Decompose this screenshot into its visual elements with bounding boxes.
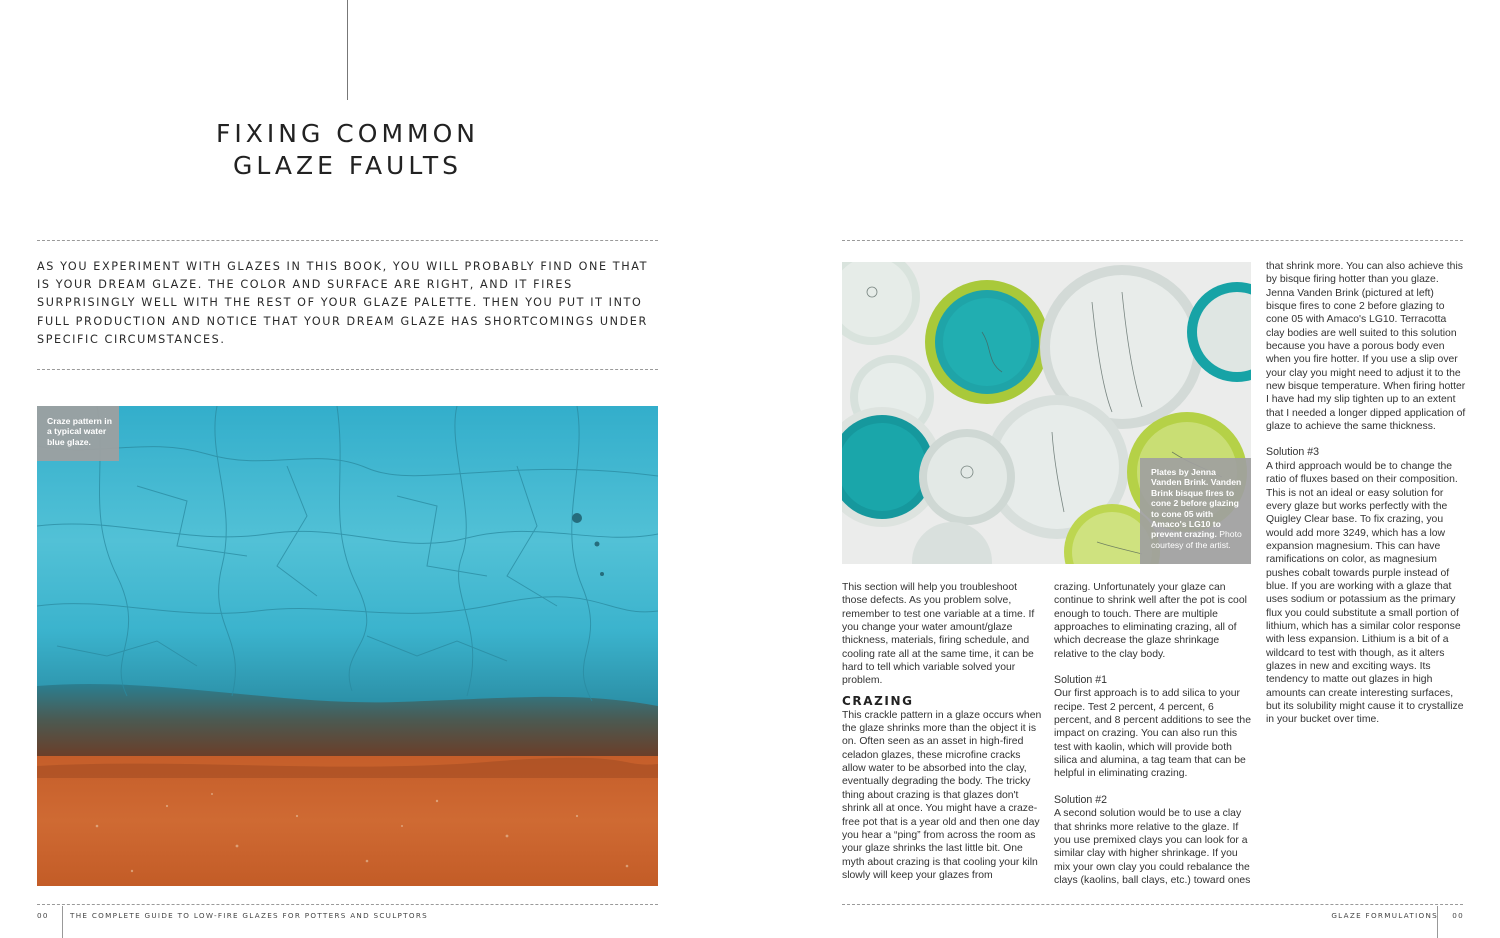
craze-photo-caption: Craze pattern in a typical water blue glaze. [37, 406, 119, 461]
chapter-title-line-1: FIXING COMMON [216, 119, 479, 148]
chapter-title-line-2: GLAZE FAULTS [233, 151, 462, 180]
solution-2-text-cont: that shrink more. You can also achieve this by bisque firing hotter than you glaze. Jenna Vanden Brink (pictured at left) bisque fires to cone 2 before glazing to cone 05 with Amaco's LG10. Terracotta clay bodies are well suited to this solution because you have a porous body even when you fire hotter. If you use a slip over your clay you might need to adjust it to the new bisque temperature. When firing hotter I have had my slip tighten up to an extent that I needed a longer dipped application of glaze to achieve the same thickness. [1266, 261, 1466, 433]
body-paragraph-crazing: This crackle pattern in a glaze occurs when the glaze shrinks more than the object it is on. Often seen as an asset in high-fired celadon glazes, these microfine cracks allow water to be absorbed into the clay, eventually degrading the body. The tricky thing about crazing is that glazes don't shrink all at once. You might have a craze-free pot that is a year old and then one day you hear a “ping” from across the room as your glaze shrinks the last little bit. One myth about crazing is that cooling your kiln slowly will keep your glazes from [842, 709, 1042, 881]
plates-photo-caption [1140, 458, 1251, 564]
running-head-left: THE COMPLETE GUIDE TO LOW-FIRE GLAZES FOR POTTERS AND SCULPTORS [70, 911, 428, 920]
craze-glaze-photo [37, 406, 658, 886]
solution-2-text: A second solution would be to use a clay that shrinks more relative to the glaze. If you use premixed clays you can look for a similar clay with higher shrinkage. If you mix your own clay you could rebalance the clays (kaolins, ball clays, etc.) toward ones [1054, 808, 1251, 886]
plates-caption-credit: Photo courtesy of the artist. [1151, 529, 1242, 550]
solution-2-heading: Solution #2 [1054, 793, 1108, 806]
rule-right-footer [842, 904, 1463, 905]
solution-1-heading: Solution #1 [1054, 674, 1108, 687]
intro-paragraph: AS YOU EXPERIMENT WITH GLAZES IN THIS BOOK, YOU WILL PROBABLY FIND ONE THAT IS YOUR DREAM GLAZE. THE COLOR AND SURFACE ARE RIGHT, AND IT FIRES SURPRISINGLY WELL WITH THE REST OF YOUR GLAZE PALETTE. THEN YOU PUT IT INTO FULL PRODUCTION AND NOTICE THAT YOUR DREAM GLAZE HAS SHORTCOMINGS UNDER SPECIFIC CIRCUMSTANCES. [37, 260, 649, 346]
solution-3-heading: Solution #3 [1266, 446, 1320, 459]
rule-left-top [37, 240, 658, 241]
body-column-3 [1266, 260, 1466, 727]
solution-3-text: A third approach would be to change the ratio of fluxes based on their composition. This is not an ideal or easy solution for every glaze but works perfectly with the Quigley Clear base. To fix crazing, you would add more 3249, which has a low expansion magnesium. This can have ramifications on color, as magnesium pushes cobalt towards purple instead of blue. If you are working with a glaze that uses sodium or potassium as the primary flux you could substitute a small portion of lithium, which has a similar color response with less expansion. Lithium is a bit of a wildcard to test with though, as it alters glazes in new and exciting ways. Its tendency to matte out glazes in high amounts can create interesting surfaces, but its solubility might cause it to crystallize in your bucket over time. [1266, 460, 1464, 726]
chapter-title [150, 118, 545, 182]
folio-left: 00 [37, 911, 49, 920]
solution-1-text: Our first approach is to add silica to your recipe. Test 2 percent, 4 percent, 6 percent, and 8 percent additions to see the impact on crazing. You can also run this test with kaolin, which will provide both silica and alumina, a tag team that can be helpful in eliminating crazing. [1054, 688, 1251, 780]
plates-caption-text: Plates by Jenna Vanden Brink. Vanden Brink bisque fires to cone 2 before glazing to cone 05 with Amaco's LG10 to prevent crazing. [1151, 467, 1242, 540]
rule-left-mid [37, 369, 658, 370]
body-paragraph-crazing-cont: crazing. Unfortunately your glaze can continue to shrink well after the pot is cool enough to touch. There are multiple approaches to eliminating crazing, all of which decrease the glaze shrinkage relative to the clay body. [1054, 582, 1247, 660]
body-paragraph-intro: This section will help you troubleshoot those defects. As you problem solve, remember to test one variable at a time. If you change your water amount/glaze thickness, materials, firing schedule, and cooling rate all at the same time, it can be hard to tell which variable solved your problem. [842, 582, 1035, 687]
body-column-1 [842, 581, 1042, 882]
footer-separator-left [62, 906, 63, 938]
body-column-2 [1054, 581, 1254, 887]
running-head-right: GLAZE FORMULATIONS [1331, 911, 1438, 920]
crazing-heading: CRAZING [842, 693, 914, 708]
rule-right-top [842, 240, 1463, 241]
folio-right: 00 [1452, 911, 1464, 920]
top-divider-line [347, 0, 348, 100]
rule-left-footer [37, 904, 658, 905]
